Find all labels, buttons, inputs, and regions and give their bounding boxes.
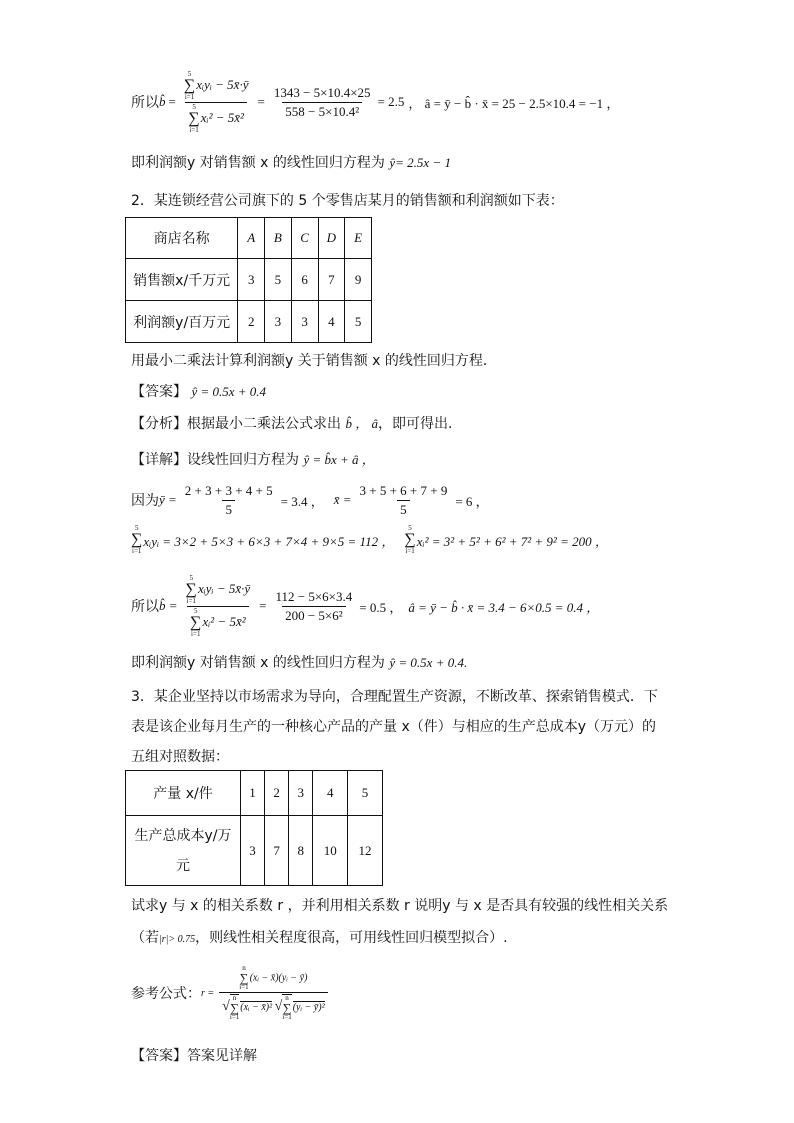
table-cell: 7	[265, 816, 289, 886]
q3-answer: 【答案】答案见详解	[131, 1048, 257, 1064]
table-cell: 2	[238, 301, 265, 343]
b-formula-denominator: 5 ∑ i=1 xᵢ² − 5x̄²	[185, 102, 247, 134]
table-cell: 3	[289, 771, 313, 816]
correlation-fraction: n ∑ i=1 (xᵢ − x̄)(yᵢ − ȳ) √ n ∑ i=1 (xᵢ − x̄)² √ n ∑ i=1 (yᵢ − ȳ)²	[219, 965, 327, 1021]
reference-formula: 参考公式： r = n ∑ i=1 (xᵢ − x̄)(yᵢ − ȳ) √ n ∑ i=1 (xᵢ − x̄)² √ n ∑ i=1 (yᵢ − ȳ)²	[131, 960, 330, 1026]
table-cell: 1	[240, 771, 264, 816]
q2-prompt: 用最小二乘法计算利润额y 关于销售额 x 的线性回归方程．	[131, 353, 497, 369]
q3-line1: 3．某企业坚持以市场需求为导向，合理配置生产资源，不断改革、探索销售模式．下	[131, 689, 658, 705]
table-cell: 3	[238, 259, 265, 301]
table-cell: 4	[313, 771, 348, 816]
b-formula-fraction: 5 ∑ i=1 xᵢyᵢ − 5x̄·ȳ 5 ∑ i=1 xᵢ² − 5x̄²	[185, 573, 251, 638]
sigma-sum: 5 ∑ i=1	[188, 102, 200, 134]
q2-table-header-b: B	[265, 218, 292, 259]
table-cell: 10	[313, 816, 348, 886]
sum-x2: xᵢ² = 3² + 5² + 6² + 7² + 9² = 200 ，	[416, 533, 608, 549]
regression-equation-2: ŷ = 0.5x + 0.4.	[389, 655, 468, 670]
sum-xy: xᵢyᵢ = 3×2 + 5×3 + 6×3 + 7×4 + 9×5 = 112 ，	[143, 533, 395, 549]
q2-data-table	[125, 217, 372, 343]
sigma-sum: n ∑ i=1	[229, 994, 240, 1021]
table-cell: 6	[291, 259, 318, 301]
q2-conclusion: 即利润额y 对销售额 x 的线性回归方程为 ŷ = 0.5x + 0.4.	[131, 655, 468, 671]
q3-ask-line1: 试求y 与 x 的相关系数 r ，并利用相关系数 r 说明y 与 x 是否具有较强的线性相关关系	[131, 898, 669, 914]
table-cell: 5	[345, 301, 372, 343]
threshold-condition: |r|> 0.75	[159, 934, 196, 945]
q2-sums-line	[131, 522, 608, 558]
q2-table-header-c: C	[291, 218, 318, 259]
q3-ask-line2: （若|r|> 0.75，则线性相关程度很高，可用线性回归模型拟合）.	[131, 930, 508, 946]
sigma-sum: 5 ∑ i=1	[190, 606, 202, 638]
equals-sign: =	[168, 94, 176, 109]
formula-label: 参考公式：	[131, 986, 201, 1002]
q2-detail: 【详解】设线性回归方程为 ŷ = b̂x + â ，	[131, 452, 375, 468]
b-hat: b̂	[159, 94, 166, 109]
q2-title: 2．某连锁经营公司旗下的 5 个零售店某月的销售额和利润额如下表：	[131, 193, 564, 209]
xbar-fraction: $\frac{3 + 5 + 6 + 7 + 9}{5}$	[359, 482, 448, 517]
table-cell: 3	[265, 301, 292, 343]
q3-row1-label: 产量 x/件	[126, 771, 241, 816]
q2-answer	[131, 381, 266, 401]
table-cell: 3	[240, 816, 264, 886]
sigma-sum: 5 ∑ i=1	[131, 524, 143, 555]
table-cell: 4	[318, 301, 345, 343]
answer-label: 【答案】	[131, 384, 187, 400]
q2-table-header-d: D	[318, 218, 345, 259]
b-numeric-fraction: $\frac{1343 - 5\times 10.4\times 25}{\text{558 − 5×10.4²}}$	[273, 84, 371, 119]
q3-line2: 表是该企业每月生产的一种核心产品的产量 x（件）与相应的生产总成本y（万元）的	[131, 719, 657, 735]
sigma-sum: 5 ∑ i=1	[183, 69, 196, 101]
answer-label: 【答案】	[131, 1048, 187, 1064]
ybar-fraction: $\frac{2 + 3 + 3 + 4 + 5}{5}$	[184, 482, 273, 517]
q2-row-profit-label: 利润额y/百万元	[126, 301, 238, 343]
table-cell: 8	[289, 816, 313, 886]
line-so-b-2-5: 所以 b̂ = 5 ∑ i=1 xᵢyᵢ − 5x̄·ȳ 5 ∑ i=1 xᵢ² − 5x̄² = $\frac{1343 - 5\times 10.4\times 25}{\text{558 − 5×10.4²}}$ = 2.5 ， â = ȳ − b̂ · x̄ = 25 − 2.5×10.4 = −1 ，	[131, 69, 620, 134]
xbar-lhs: x̄ =	[333, 492, 352, 507]
ybar-lhs: ȳ =	[159, 492, 177, 507]
q2-table-header-store: 商店名称	[126, 218, 238, 259]
sqrt-symbol: √	[222, 998, 230, 1014]
table-cell: 5	[265, 259, 292, 301]
conclusion-1: 即利润额y 对销售额 x 的线性回归方程为 ŷ= 2.5x − 1	[131, 155, 451, 171]
table-cell: 3	[291, 301, 318, 343]
q2-analysis: 【分析】根据最小二乘法公式求出 b̂ ， â，即可得出.	[131, 416, 453, 432]
b-numeric-fraction: $\frac{112 - 5\times 6\times 3.4}{\text{200 − 5×6²}}$	[275, 588, 353, 623]
b-formula-fraction	[181, 71, 252, 134]
q2-row-sales-label: 销售额x/千万元	[126, 259, 238, 301]
a-hat-equation: â = ȳ − b̂ · x̄ = 3.4 − 6×0.5 = 0.4 ，	[408, 599, 600, 615]
table-cell: 7	[318, 259, 345, 301]
b-formula-numerator: 5 ∑ i=1 xᵢyᵢ − 5x̄·ȳ	[183, 69, 249, 101]
q2-means-line: 因为 ȳ = $\frac{2 + 3 + 3 + 4 + 5}{5}$ = 3.4 ， x̄ = $\frac{3 + 5 + 6 + 7 + 9}{5}$ = 6 ，	[131, 482, 489, 517]
answer-equation: ŷ = 0.5x + 0.4	[191, 384, 267, 399]
table-cell: 5	[348, 771, 383, 816]
q3-line3: 五组对照数据：	[131, 749, 229, 765]
analysis-label: 【分析】	[131, 416, 187, 432]
q2-table-header-e: E	[345, 218, 372, 259]
a-hat-equation: ， â = ȳ − b̂ · x̄ = 25 − 2.5×10.4 = −1 ，	[408, 95, 620, 111]
sqrt-symbol: √	[274, 998, 283, 1014]
table-cell: 2	[265, 771, 289, 816]
sigma-sum: 5 ∑ i=1	[185, 573, 197, 605]
q3-row2-label: 生产总成本y/万 元	[126, 816, 241, 886]
q2-so-b-line: 所以 b̂ = 5 ∑ i=1 xᵢyᵢ − 5x̄·ȳ 5 ∑ i=1 xᵢ² − 5x̄² = $\frac{112 - 5\times 6\times 3.4}{\text{200 − 5×6²}}$ = 0.5 ， â = ȳ − b̂ · x̄ = 3.4 − 6×0.5 = 0.4 ，	[131, 573, 600, 638]
regression-equation-1: ŷ= 2.5x − 1	[389, 155, 451, 170]
so-prefix: 所以	[131, 95, 159, 111]
b-result: = 2.5	[377, 94, 405, 109]
sigma-sum: 5 ∑ i=1	[404, 524, 416, 555]
table-cell: 9	[345, 259, 372, 301]
sigma-sum: n ∑ i=1	[282, 994, 292, 1021]
q2-table-header-a: A	[238, 218, 265, 259]
q3-data-table	[125, 770, 383, 886]
sigma-sum: n ∑ i=1	[239, 964, 249, 991]
table-cell: 12	[348, 816, 383, 886]
detail-label: 【详解】	[131, 452, 187, 468]
